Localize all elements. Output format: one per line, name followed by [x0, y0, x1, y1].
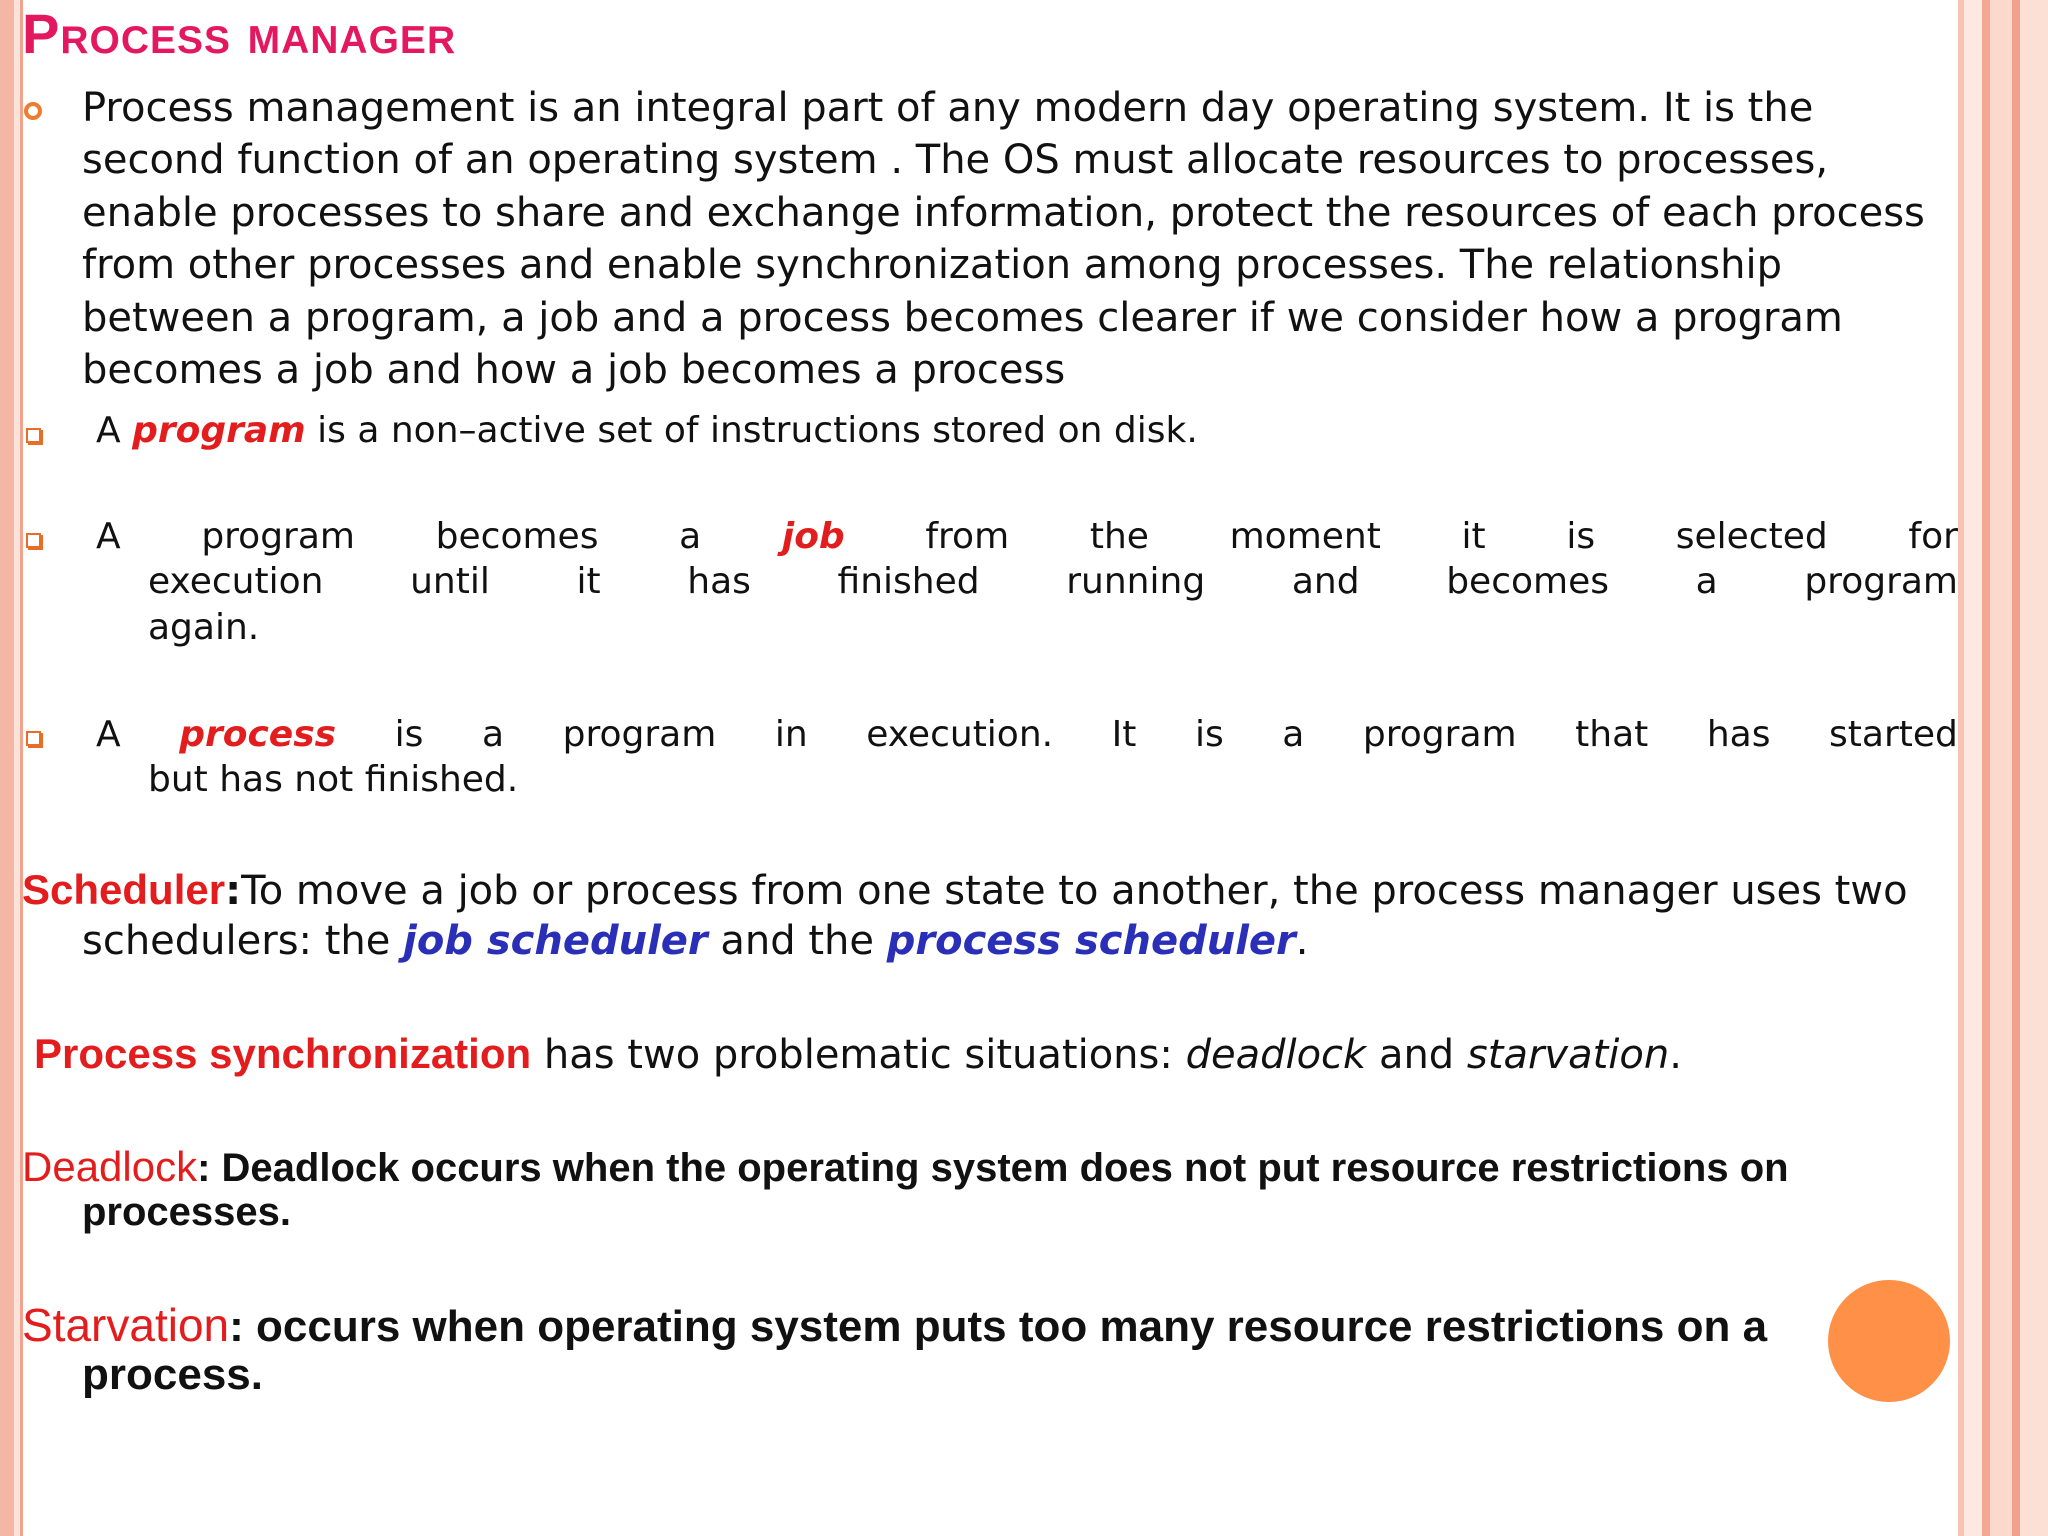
- word: finished: [837, 561, 980, 602]
- right-border-bar: [2012, 0, 2020, 1536]
- word: becomes: [1446, 561, 1609, 602]
- job-scheduler-term: job scheduler: [403, 918, 708, 964]
- word: started: [1829, 714, 1958, 755]
- scheduler-and: and the: [720, 918, 875, 964]
- scheduler-term: Scheduler: [22, 866, 226, 913]
- synchronization-and: and: [1378, 1032, 1455, 1078]
- starvation-word: starvation: [1466, 1032, 1670, 1078]
- left-border-bar: [0, 0, 14, 1536]
- word: for: [1908, 516, 1958, 557]
- word: the: [1089, 516, 1149, 557]
- word: is: [394, 714, 424, 755]
- process-bullet-line-1: [96, 714, 1958, 755]
- program-term: program: [132, 410, 306, 451]
- scheduler-end: .: [1295, 918, 1309, 964]
- right-border-bar: [1964, 0, 1982, 1536]
- deadlock-word: deadlock: [1185, 1032, 1367, 1078]
- word: program: [1362, 714, 1517, 755]
- program-rest: is a non–active set of instructions stored on disk.: [317, 410, 1198, 451]
- job-term: job: [781, 516, 845, 557]
- right-border-bar: [1982, 0, 1990, 1536]
- deadlock-line-1: [22, 1143, 1789, 1191]
- right-border-bar: [1990, 0, 2012, 1536]
- word: moment: [1229, 516, 1381, 557]
- word: is: [1194, 714, 1224, 755]
- word: until: [410, 561, 490, 602]
- word: program: [1804, 561, 1958, 602]
- word: A: [96, 714, 121, 755]
- word: It: [1111, 714, 1137, 755]
- scheduler-line-1: [22, 866, 1908, 914]
- word: a: [679, 516, 702, 557]
- synchronization-line: [34, 1030, 1682, 1078]
- scheduler-line-2: [82, 918, 1308, 964]
- word: a: [1695, 561, 1718, 602]
- synchronization-term: Process synchronization: [34, 1030, 532, 1077]
- word: A: [96, 516, 121, 557]
- starvation-line-2: process.: [82, 1350, 263, 1399]
- square-bullet-icon: [26, 428, 41, 443]
- deadlock-text: : Deadlock occurs when the operating system does not put resource restrictions on: [197, 1146, 1789, 1190]
- word: a: [481, 714, 505, 755]
- scheduler-text: To move a job or process from one state to another, the process manager uses two: [241, 868, 1908, 914]
- word: it: [576, 561, 601, 602]
- word: has: [687, 561, 751, 602]
- synchronization-text: has two problematic situations:: [543, 1032, 1173, 1078]
- word: from: [925, 516, 1010, 557]
- intro-paragraph: Process management is an integral part of any modern day operating system. It is the second function of an operating system . The OS must allocate resources to processes, enable processes to share and exchange information, protect the resources of each process from other processes and enable synchronization among processes. The relationship between a program, a job and a process becomes clearer if we consider how a program becomes a job and how a job becomes a process: [82, 85, 1925, 394]
- word: and: [1291, 561, 1360, 602]
- word: that: [1575, 714, 1649, 755]
- deadlock-term: Deadlock: [22, 1143, 198, 1190]
- word: has: [1706, 714, 1771, 755]
- scheduler-text-2: schedulers: the: [82, 918, 391, 964]
- word: running: [1066, 561, 1206, 602]
- square-bullet-icon: [26, 731, 41, 746]
- word: a: [1282, 714, 1305, 755]
- synchronization-end: .: [1669, 1032, 1682, 1078]
- word: program: [201, 516, 355, 557]
- word: is: [1566, 516, 1596, 557]
- program-prefix: A: [96, 410, 121, 451]
- starvation-text: : occurs when operating system puts too many resource restrictions on a: [229, 1302, 1768, 1351]
- deadlock-line-2: processes.: [82, 1190, 292, 1234]
- word: selected: [1675, 516, 1828, 557]
- ring-bullet-icon: [24, 102, 42, 120]
- job-bullet-line-3: again.: [148, 607, 260, 648]
- decorative-orange-circle: [1828, 1280, 1950, 1402]
- process-scheduler-term: process scheduler: [886, 918, 1296, 964]
- slide-title: Process manager: [22, 2, 457, 65]
- word: becomes: [435, 516, 599, 557]
- process-term: process: [179, 714, 337, 755]
- starvation-term: Starvation: [22, 1299, 230, 1351]
- word: it: [1461, 516, 1486, 557]
- word: in: [774, 714, 808, 755]
- right-border-bar: [2020, 0, 2048, 1536]
- job-bullet-line-1: [96, 516, 1958, 557]
- process-bullet-line-2: but has not finished.: [148, 759, 519, 800]
- starvation-line-1: [22, 1298, 1767, 1352]
- scheduler-colon: :: [225, 868, 242, 914]
- square-bullet-icon: [26, 533, 41, 548]
- word: execution: [148, 561, 324, 602]
- word: program: [562, 714, 717, 755]
- job-bullet-line-2: [148, 561, 1958, 602]
- word: execution.: [866, 714, 1054, 755]
- program-bullet: [96, 410, 1198, 451]
